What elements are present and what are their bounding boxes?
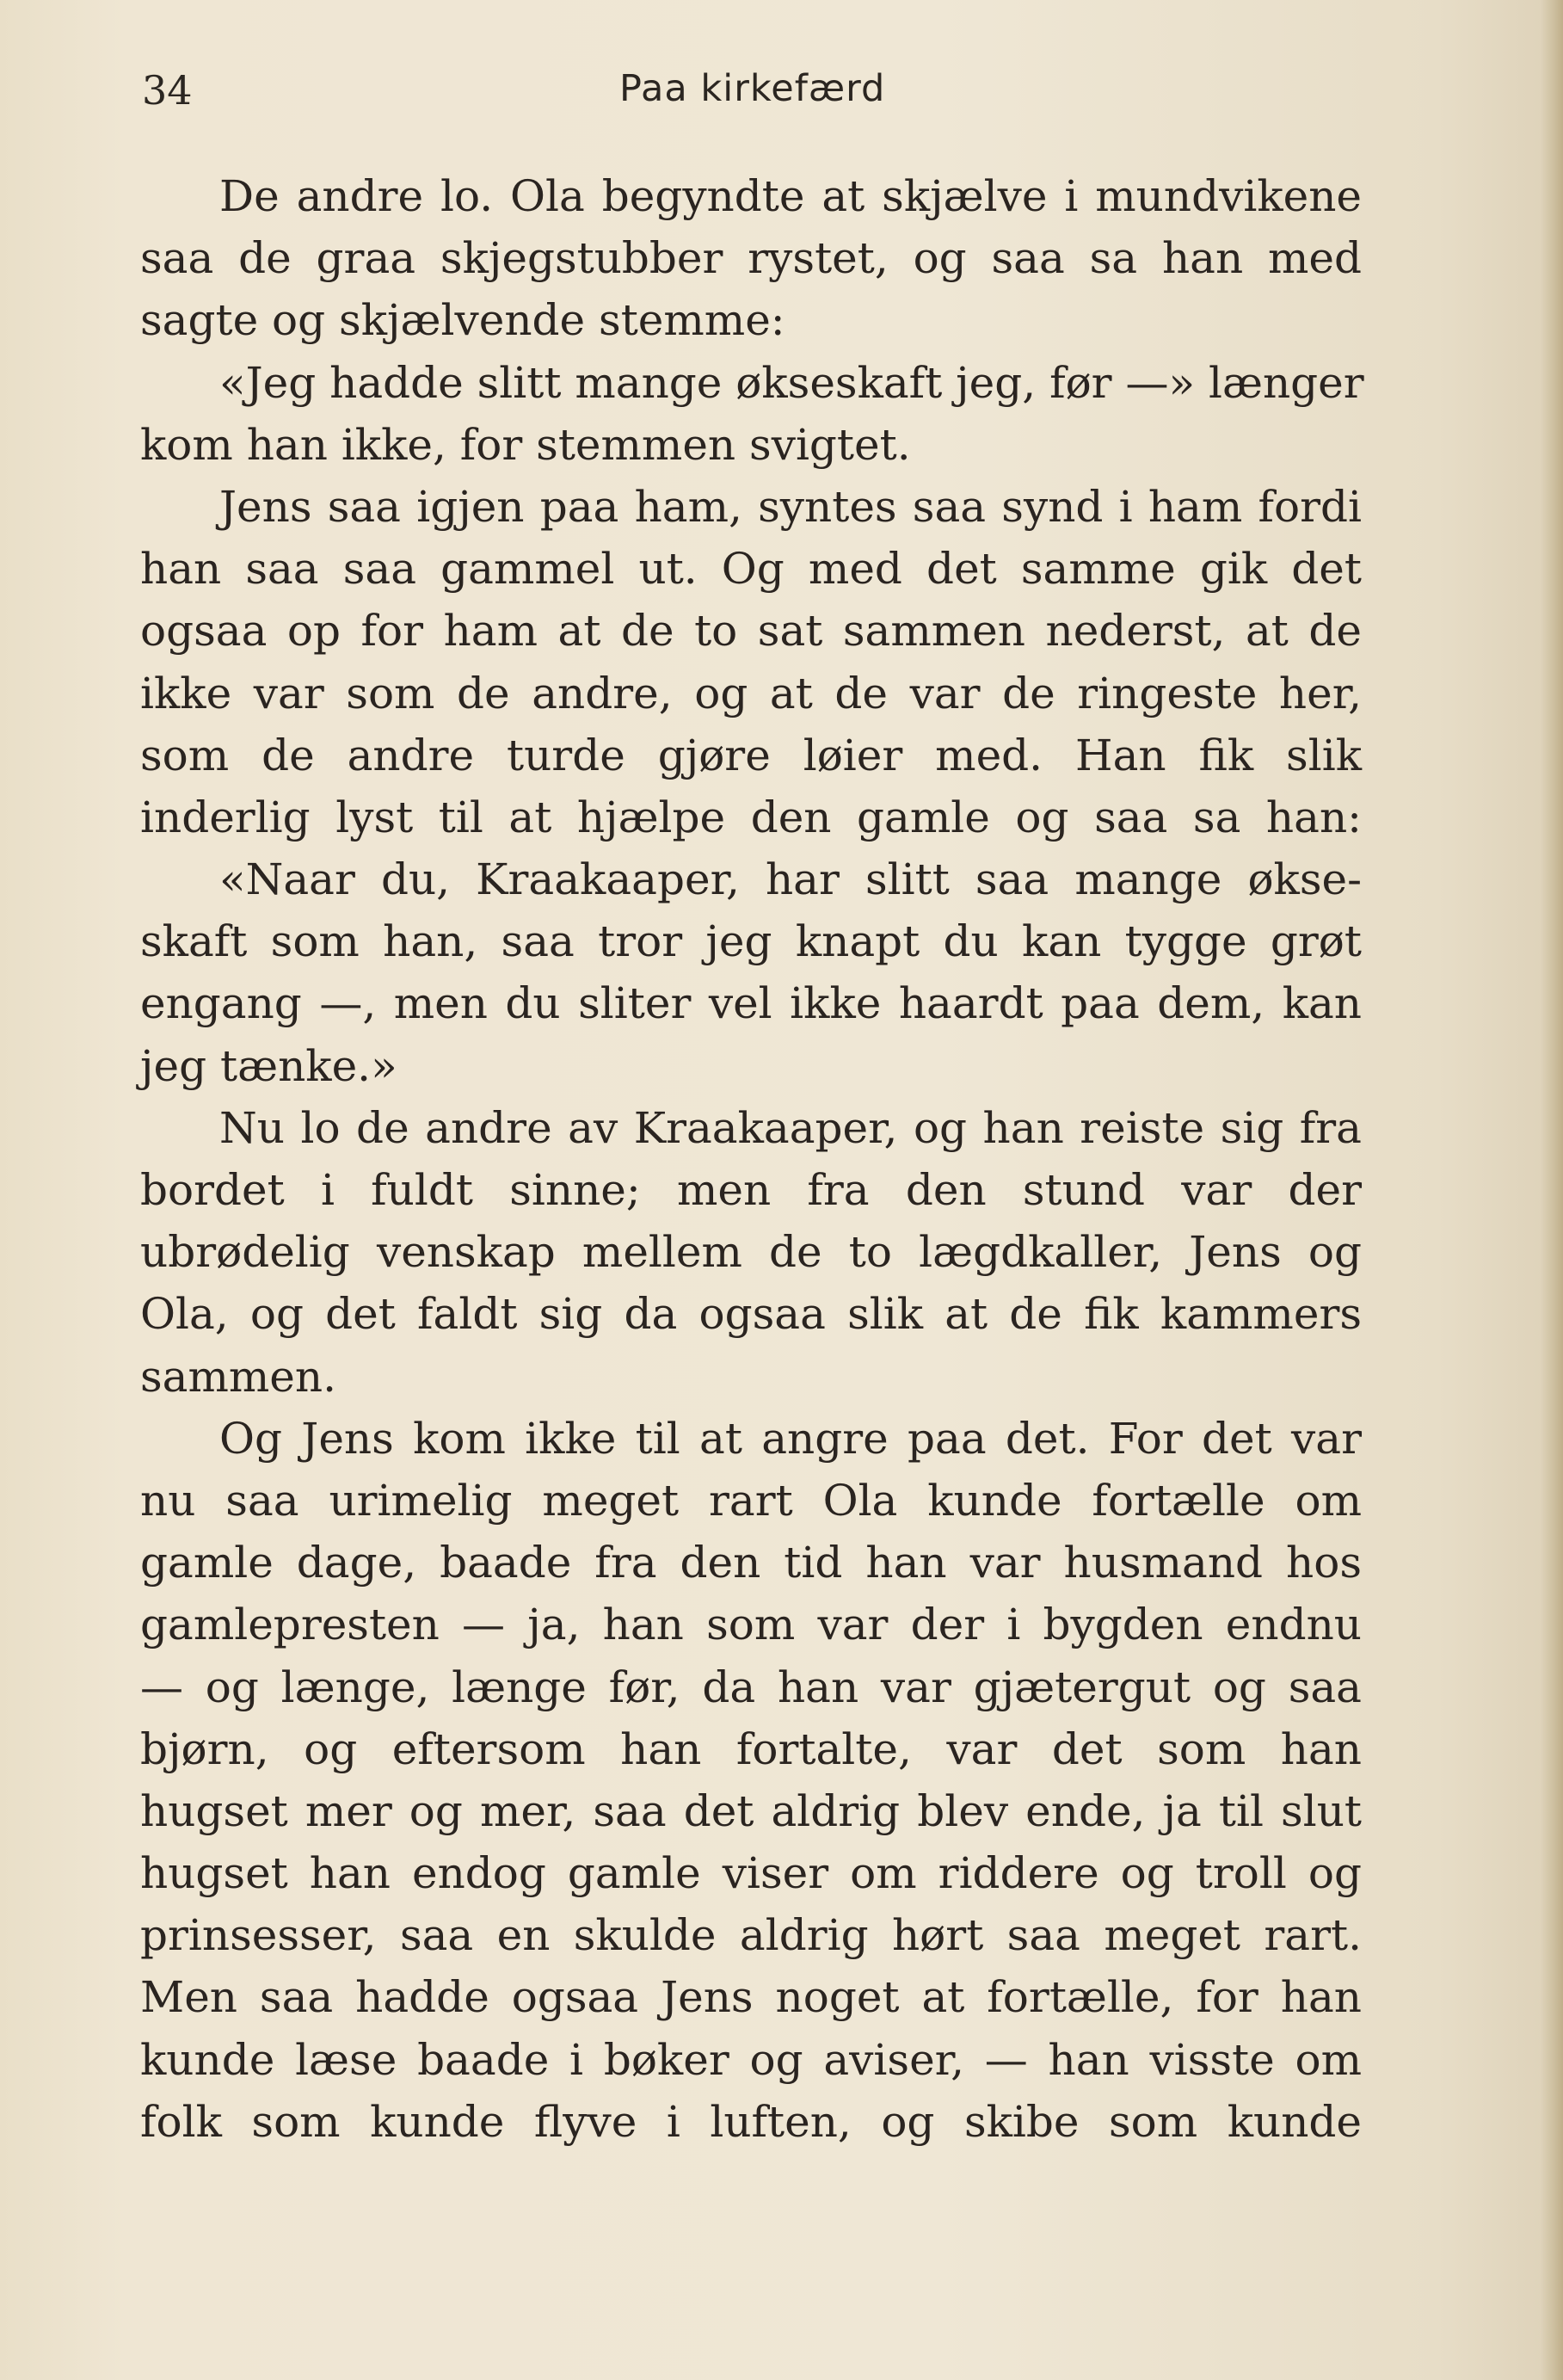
- text-line: bordet i fuldt sinne; men fra den stund var der: [140, 1165, 1362, 1215]
- page-header: [142, 67, 1363, 127]
- text-line: De andre lo. Ola begyndte at skjælve i mundvikene: [219, 171, 1362, 221]
- text-line: — og længe, længe før, da han var gjætergut og saa: [140, 1662, 1362, 1712]
- text-line: ubrødelig venskap mellem de to lægdkaller, Jens og: [140, 1227, 1362, 1278]
- text-line: gamle dage, baade fra den tid han var husmand hos: [140, 1538, 1362, 1588]
- text-line: Ola, og det faldt sig da ogsaa slik at de fik kammers: [140, 1289, 1362, 1340]
- text-line: saa de graa skjegstubber rystet, og saa sa han med: [140, 233, 1362, 284]
- text-line: kunde læse baade i bøker og aviser, — han visste om: [140, 2034, 1362, 2085]
- body-text: [140, 165, 1362, 2153]
- text-line: hugset han endog gamle viser om riddere og troll og: [140, 1848, 1362, 1899]
- text-line: inderlig lyst til at hjælpe den gamle og saa sa han:: [140, 792, 1362, 842]
- text-line: Men saa hadde ogsaa Jens noget at fortælle, for han: [140, 1972, 1362, 2023]
- text-line: gamlepresten — ja, han som var der i bygden endnu: [140, 1600, 1362, 1650]
- text-line: engang —, men du sliter vel ikke haardt paa dem, kan: [140, 978, 1362, 1029]
- running-title: Paa kirkefærd: [619, 67, 886, 110]
- text-line: nu saa urimelig meget rart Ola kunde fortælle om: [140, 1475, 1362, 1526]
- text-line: Nu lo de andre av Kraakaaper, og han reiste sig fra: [219, 1102, 1362, 1153]
- page-edge-shadow: [1541, 0, 1563, 2380]
- text-line: ogsaa op for ham at de to sat sammen nederst, at de: [140, 606, 1362, 657]
- text-line: Jens saa igjen paa ham, syntes saa synd i ham fordi: [219, 481, 1362, 532]
- page-number: 34: [142, 67, 193, 114]
- text-line: ikke var som de andre, og at de var de ringeste her,: [140, 668, 1362, 718]
- text-line: «Naar du, Kraakaaper, har slitt saa mange økse-: [219, 854, 1362, 905]
- text-line: folk som kunde flyve i luften, og skibe som kunde: [140, 2096, 1362, 2147]
- text-line: sammen.: [140, 1351, 336, 1402]
- text-line: sagte og skjælvende stemme:: [140, 295, 785, 346]
- text-line: han saa saa gammel ut. Og med det samme gik det: [140, 544, 1362, 595]
- text-line: prinsesser, saa en skulde aldrig hørt saa meget rart.: [140, 1910, 1362, 1961]
- text-line: skaft som han, saa tror jeg knapt du kan tygge grøt: [140, 916, 1362, 967]
- text-line: som de andre turde gjøre løier med. Han fik slik: [140, 730, 1362, 780]
- text-line: «Jeg hadde slitt mange økseskaft jeg, før —» længer: [219, 357, 1364, 408]
- text-line: kom han ikke, for stemmen svigtet.: [140, 419, 911, 470]
- text-line: hugset mer og mer, saa det aldrig blev ende, ja til slut: [140, 1785, 1362, 1836]
- text-line: bjørn, og eftersom han fortalte, var det som han: [140, 1723, 1362, 1774]
- text-line: Og Jens kom ikke til at angre paa det. For det var: [219, 1413, 1362, 1464]
- text-line: jeg tænke.»: [140, 1040, 397, 1091]
